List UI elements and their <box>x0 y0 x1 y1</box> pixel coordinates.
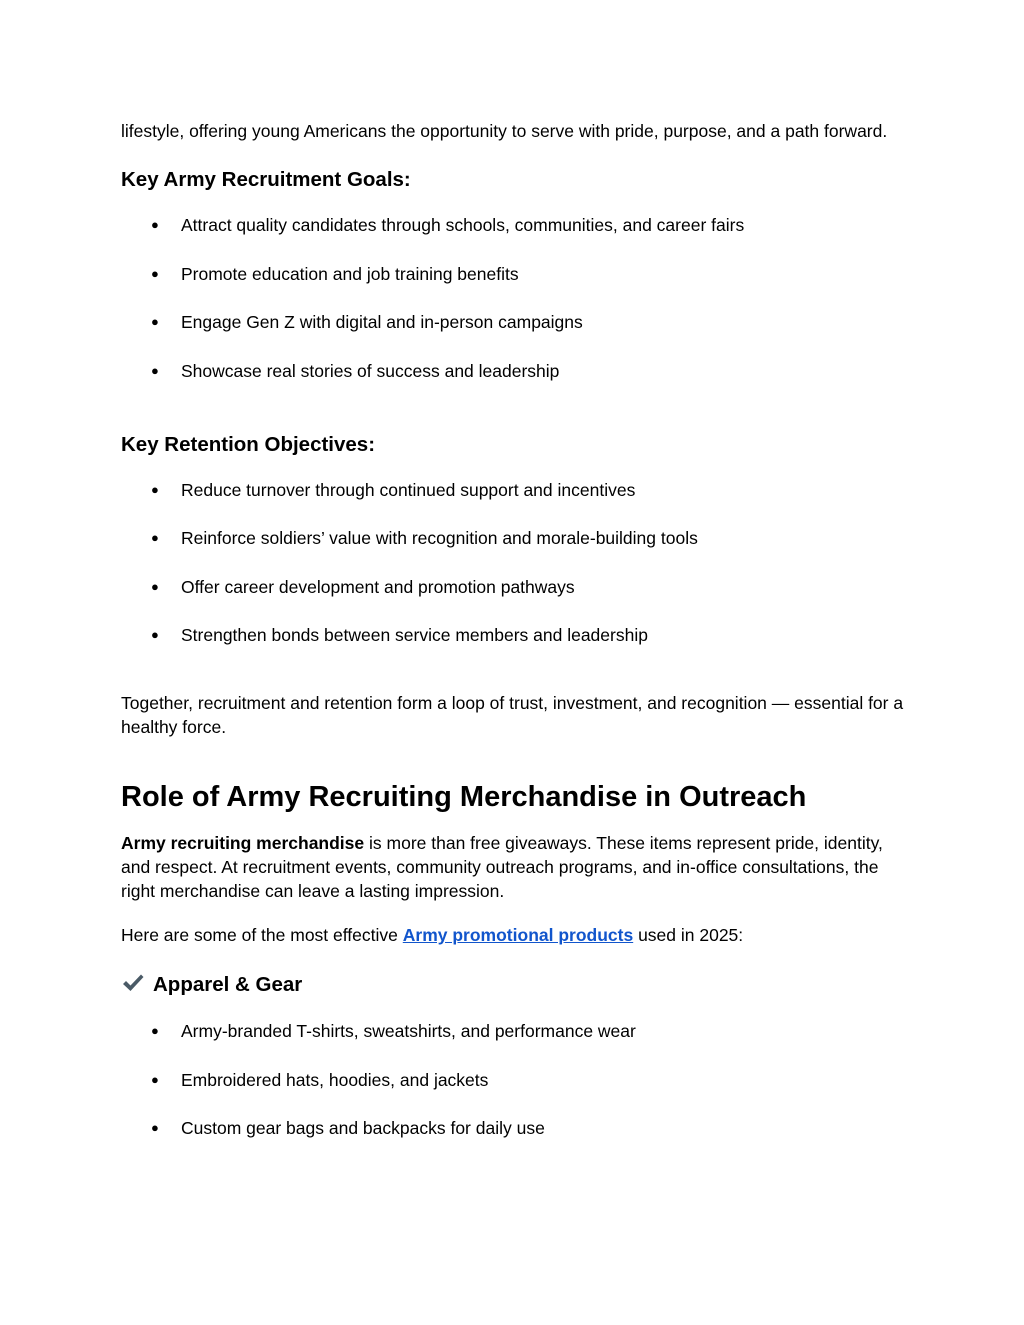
list-item <box>121 262 911 286</box>
bullet-icon: ● <box>151 1071 159 1087</box>
promo-products-paragraph <box>121 923 911 947</box>
list-item-text: Army-branded T-shirts, sweatshirts, and performance wear <box>181 1021 636 1041</box>
list-item-text: Reduce turnover through continued support and incentives <box>181 479 636 500</box>
list-item-text: Embroidered hats, hoodies, and jackets <box>181 1069 489 1090</box>
bullet-icon: ● <box>151 627 159 642</box>
recruitment-goals-heading: Key Army Recruitment Goals: <box>121 168 411 191</box>
check-icon <box>121 972 145 994</box>
merch-intro-text: is more than free giveaways. These items represent pride, identity, and respect. At recruitment events, community outreach programs, and in-office consultations, the right merchandise can leave a lasting impression. <box>121 833 883 901</box>
list-item <box>121 1019 911 1043</box>
army-promotional-products-link[interactable]: Army promotional products <box>402 925 634 945</box>
list-item-text: Offer career development and promotion pathways <box>181 576 575 597</box>
list-item <box>121 310 911 334</box>
bullet-icon: ● <box>151 362 159 378</box>
list-item-text: Engage Gen Z with digital and in-person campaigns <box>181 312 583 332</box>
recruitment-goals-list <box>121 213 911 383</box>
list-item <box>121 1068 911 1092</box>
list-item <box>121 359 911 383</box>
list-item <box>121 478 911 502</box>
promo-text-before: Here are some of the most effective <box>121 925 403 945</box>
list-item-text: Showcase real stories of success and leadership <box>181 360 560 381</box>
list-item-text: Reinforce soldiers’ value with recognition and morale-building tools <box>181 528 698 548</box>
list-item-text: Promote education and job training benefits <box>181 263 519 284</box>
list-item <box>121 575 911 599</box>
list-item-text: Attract quality candidates through schools, communities, and career fairs <box>181 215 745 235</box>
retention-objectives-list <box>121 478 911 648</box>
merch-intro-paragraph <box>121 831 911 903</box>
bullet-icon: ● <box>151 1120 159 1135</box>
apparel-heading <box>121 972 911 998</box>
list-item <box>121 1116 911 1140</box>
list-item <box>121 213 911 237</box>
document-page <box>121 119 911 1140</box>
bullet-icon: ● <box>151 265 159 281</box>
merch-bold-term: Army recruiting merchandise <box>121 833 365 853</box>
bullet-icon: ● <box>151 530 159 545</box>
promo-text-after: used in 2025: <box>633 925 744 945</box>
intro-paragraph: lifestyle, offering young Americans the opportunity to serve with pride, purpose, and a path forward. <box>121 121 888 141</box>
list-item-text: Strengthen bonds between service members and leadership <box>181 625 648 645</box>
apparel-heading-text: Apparel & Gear <box>153 973 303 996</box>
list-item-text: Custom gear bags and backpacks for daily use <box>181 1118 545 1138</box>
retention-objectives-heading: Key Retention Objectives: <box>121 432 376 456</box>
bullet-icon: ● <box>151 578 159 594</box>
bullet-icon: ● <box>151 217 159 232</box>
together-paragraph: Together, recruitment and retention form a loop of trust, investment, and recognition — essential for a healthy force. <box>121 693 904 737</box>
list-item <box>121 623 911 647</box>
merch-section-heading: Role of Army Recruiting Merchandise in Outreach <box>121 781 807 813</box>
bullet-icon: ● <box>151 481 159 497</box>
apparel-list <box>121 1019 911 1140</box>
list-item <box>121 526 911 550</box>
bullet-icon: ● <box>151 1023 159 1038</box>
bullet-icon: ● <box>151 314 159 329</box>
